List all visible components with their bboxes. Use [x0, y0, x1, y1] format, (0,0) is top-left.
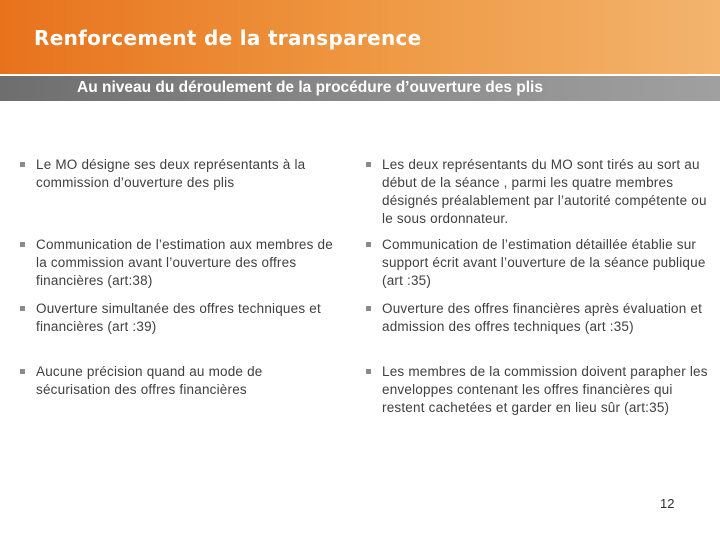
list-item-text: Communication de l’estimation détaillée établie sur support écrit avant l’ouverture de la séance publique (art :35)	[382, 237, 706, 288]
list-item-text: Ouverture simultanée des offres techniques et financières (art :39)	[36, 301, 321, 334]
list-item-text: Les membres de la commission doivent parapher les enveloppes contenant les offres financières qui restent cachetées et garder en lieu sûr (art:35)	[382, 364, 708, 415]
list-item-text: Les deux représentants du MO sont tirés au sort au début de la séance , parmi les quatre membres désignés préalablement par l’autorité compétente ou le sous ordonnateur.	[382, 157, 707, 226]
title-banner	[0, 0, 720, 74]
bullet-square-icon	[20, 369, 25, 374]
bullet-square-icon	[366, 369, 371, 374]
list-item	[20, 363, 338, 399]
list-item	[20, 300, 338, 336]
bullet-square-icon	[366, 242, 371, 247]
list-item	[366, 156, 712, 228]
slide-subtitle: Au niveau du déroulement de la procédure d’ouverture des plis	[77, 79, 543, 96]
list-item	[20, 236, 338, 290]
list-item	[20, 156, 338, 192]
bullet-square-icon	[366, 306, 371, 311]
bullet-square-icon	[20, 242, 25, 247]
list-item-text: Communication de l’estimation aux membres de la commission avant l’ouverture des offres financières (art:38)	[36, 237, 333, 288]
list-item-text: Le MO désigne ses deux représentants à la commission d’ouverture des plis	[36, 157, 306, 190]
page-number: 12	[660, 496, 675, 511]
slide-title: Renforcement de la transparence	[34, 26, 422, 50]
list-item	[366, 363, 712, 417]
bullet-square-icon	[20, 162, 25, 167]
bullet-square-icon	[366, 162, 371, 167]
subtitle-banner	[0, 76, 720, 101]
bullet-square-icon	[20, 306, 25, 311]
list-item-text: Ouverture des offres financières après évaluation et admission des offres techniques (art :35)	[382, 301, 703, 334]
list-item	[366, 300, 712, 336]
list-item	[366, 236, 712, 290]
list-item-text: Aucune précision quand au mode de sécurisation des offres financières	[36, 364, 263, 397]
